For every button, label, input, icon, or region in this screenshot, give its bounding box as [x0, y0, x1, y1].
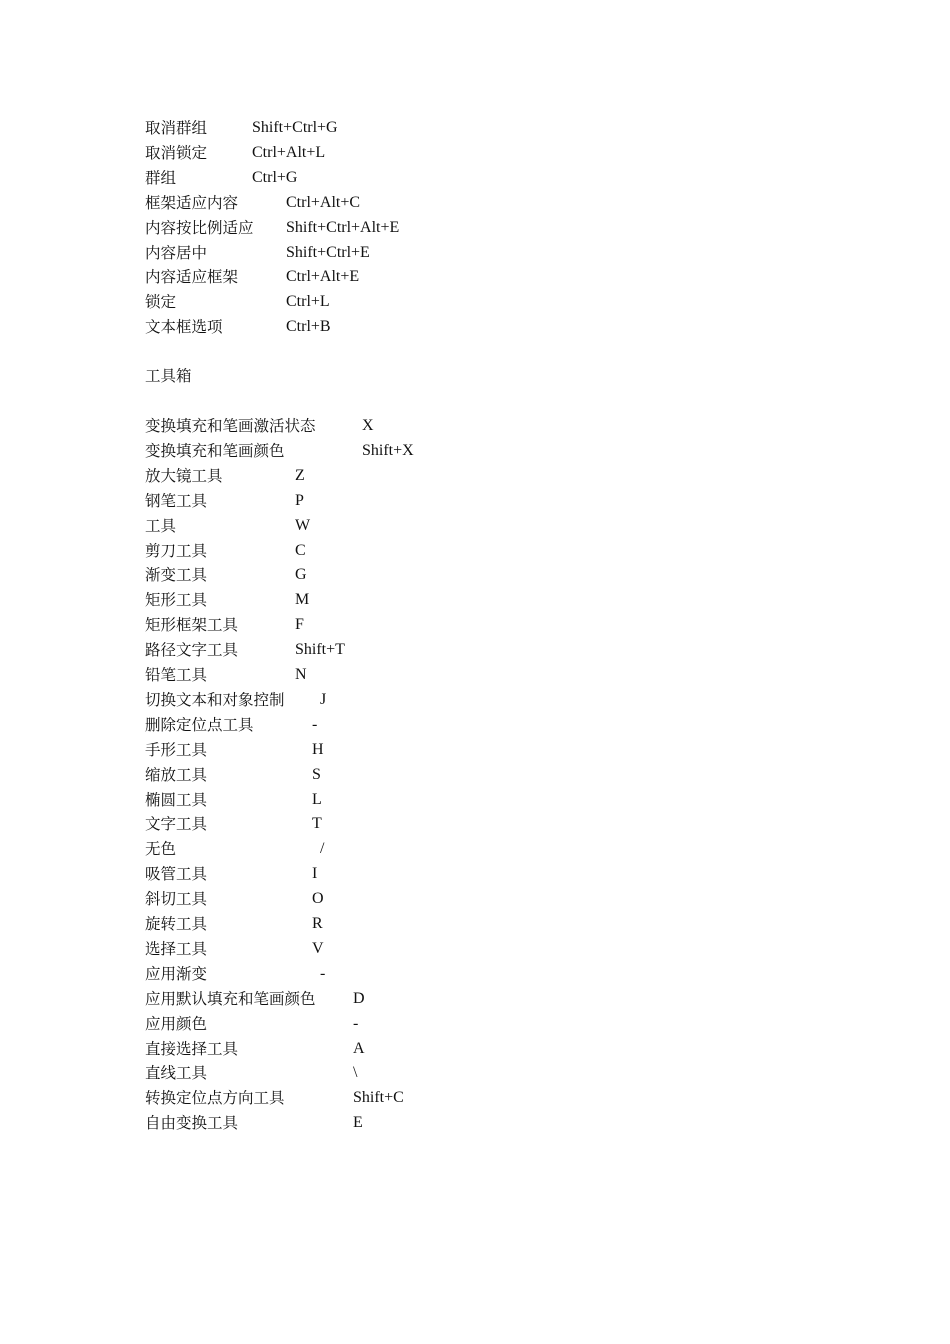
shortcut-label: 应用颜色 — [145, 1014, 208, 1033]
shortcut-label: 直线工具 — [145, 1064, 208, 1083]
shortcut-key: Z — [295, 466, 305, 484]
shortcut-label: 钢笔工具 — [145, 491, 208, 510]
shortcut-key: T — [312, 815, 322, 833]
shortcut-key: S — [312, 765, 321, 783]
shortcut-label: 转换定位点方向工具 — [145, 1089, 285, 1108]
shortcut-label: 矩形工具 — [145, 591, 208, 610]
shortcut-label: 变换填充和笔画颜色 — [145, 441, 285, 460]
shortcut-key: Ctrl+L — [286, 293, 330, 311]
shortcut-label: 取消锁定 — [145, 143, 208, 162]
shortcut-key: W — [295, 516, 311, 534]
shortcut-key: Ctrl+G — [252, 168, 298, 186]
shortcut-label: 删除定位点工具 — [145, 715, 254, 734]
shortcut-key: V — [312, 939, 324, 957]
shortcut-label: 应用默认填充和笔画颜色 — [145, 989, 316, 1008]
shortcut-label: 自由变换工具 — [145, 1114, 239, 1133]
shortcut-label: 斜切工具 — [145, 890, 208, 909]
shortcut-label: 椭圆工具 — [145, 790, 208, 809]
shortcut-key: J — [320, 690, 327, 708]
shortcut-key: D — [353, 989, 365, 1007]
shortcut-label: 内容居中 — [145, 243, 208, 262]
shortcut-label: 手形工具 — [145, 740, 208, 759]
shortcut-key: P — [295, 491, 304, 509]
shortcut-label: 渐变工具 — [145, 566, 208, 585]
shortcut-label: 选择工具 — [145, 939, 208, 958]
shortcut-key: Shift+T — [295, 641, 345, 659]
shortcut-key: E — [353, 1114, 363, 1132]
shortcut-key: R — [312, 915, 323, 932]
shortcut-label: 无色 — [145, 840, 177, 859]
shortcut-label: 旋转工具 — [145, 915, 208, 933]
shortcut-label: 路径文字工具 — [145, 641, 239, 660]
shortcut-key: M — [295, 591, 310, 609]
shortcut-key: C — [295, 541, 306, 559]
shortcut-label: 锁定 — [145, 293, 177, 312]
shortcut-label: 剪刀工具 — [145, 541, 208, 560]
shortcut-key: H — [312, 740, 324, 758]
shortcut-label: 内容按比例适应 — [145, 218, 254, 237]
shortcut-key: / — [320, 840, 325, 858]
shortcut-key: Ctrl+Alt+E — [286, 268, 360, 286]
shortcut-key: F — [295, 616, 304, 634]
shortcut-key: O — [312, 890, 324, 908]
shortcut-label: 矩形框架工具 — [145, 616, 239, 635]
shortcut-label: 工具 — [145, 516, 177, 535]
shortcut-key: \ — [353, 1064, 358, 1082]
shortcut-key: X — [362, 417, 374, 434]
shortcut-label: 框架适应内容 — [145, 193, 239, 212]
shortcut-key: Shift+Ctrl+Alt+E — [286, 218, 400, 236]
shortcut-label: 内容适应框架 — [145, 268, 239, 287]
shortcut-key: Shift+Ctrl+E — [286, 243, 370, 261]
shortcut-key: I — [312, 865, 318, 883]
shortcut-label: 缩放工具 — [145, 765, 208, 784]
shortcut-key: - — [353, 1014, 359, 1032]
shortcut-label: 文字工具 — [145, 815, 208, 834]
shortcut-label: 群组 — [145, 168, 177, 187]
shortcut-key: Shift+C — [353, 1089, 404, 1107]
shortcut-key: Ctrl+Alt+L — [252, 143, 326, 161]
shortcut-label: 铅笔工具 — [145, 666, 208, 684]
shortcut-label: 取消群组 — [145, 119, 208, 137]
shortcut-label: 直接选择工具 — [145, 1039, 239, 1058]
shortcut-key: Shift+Ctrl+G — [252, 119, 338, 136]
section-heading-toolbox: 工具箱 — [145, 367, 192, 385]
shortcut-key: - — [320, 964, 326, 982]
shortcut-key: Shift+X — [362, 441, 414, 459]
shortcut-key: Ctrl+B — [286, 318, 331, 336]
shortcut-key: G — [295, 566, 307, 584]
shortcut-key: L — [312, 790, 322, 808]
shortcut-key: - — [312, 715, 318, 733]
shortcut-label: 切换文本和对象控制 — [145, 690, 285, 709]
shortcut-label: 吸管工具 — [145, 865, 208, 884]
shortcut-label: 变换填充和笔画激活状态 — [145, 417, 316, 435]
shortcut-key: Ctrl+Alt+C — [286, 193, 361, 211]
shortcut-label: 放大镜工具 — [145, 466, 223, 485]
shortcut-label: 应用渐变 — [145, 964, 208, 983]
shortcut-label: 文本框选项 — [145, 318, 223, 337]
shortcut-key: A — [353, 1039, 365, 1057]
shortcut-key: N — [295, 666, 307, 683]
